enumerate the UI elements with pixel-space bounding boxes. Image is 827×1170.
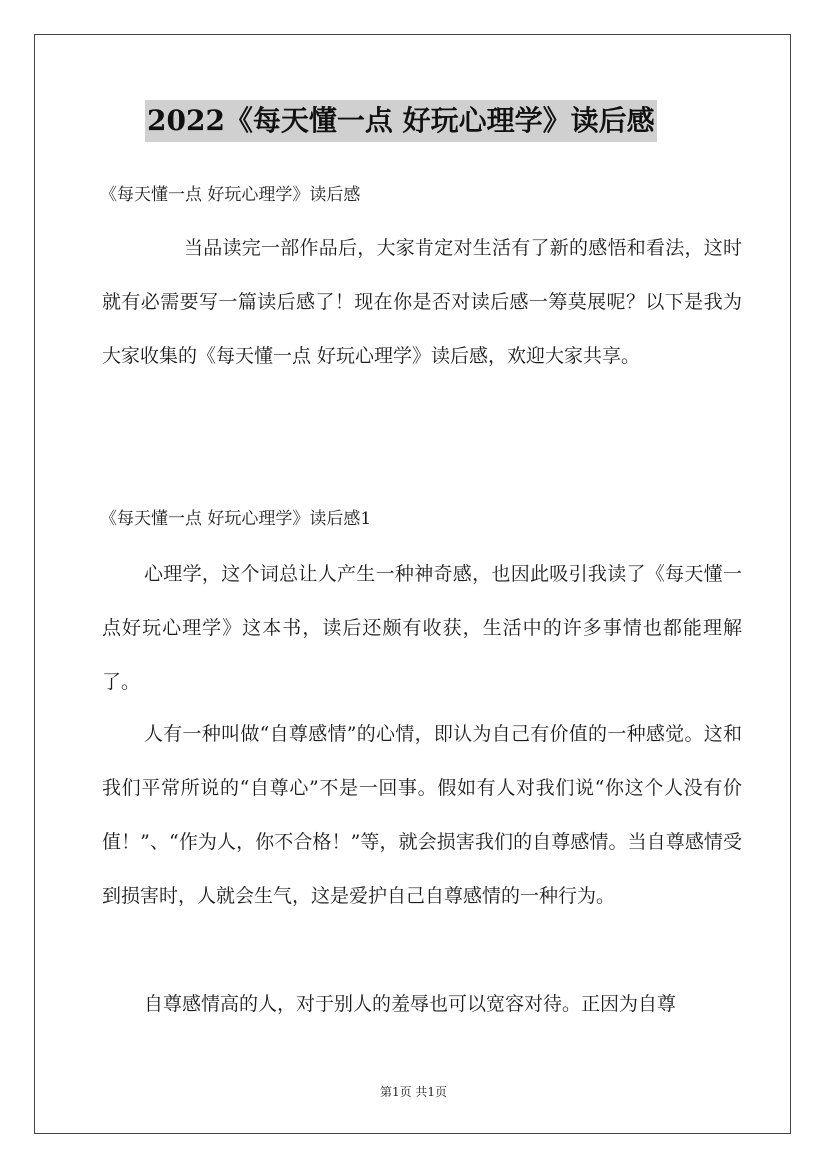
body-paragraph: 心理学，这个词总让人产生一种神奇感，也因此吸引我读了《每天懂一点好玩心理学》这本书，读后还颇有收获，生活中的许多事情也都能理解了。 [102, 563, 742, 693]
document-title: 2022《每天懂一点 好玩心理学》读后感 [145, 100, 657, 142]
page-number-footer: 第1页 共1页 [379, 1085, 448, 1099]
intro-paragraph: 当品读完一部作品后，大家肯定对生活有了新的感悟和看法，这时就有必需要写一篇读后感了！现在你是否对读后感一筹莫展呢？以下是我为大家收集的《每天懂一点 好玩心理学》读后感，欢迎大家共享。 [102, 237, 742, 367]
body-paragraph: 人有一种叫做“自尊感情”的心情，即认为自己有价值的一种感觉。这和我们平常所说的“自尊心”不是一回事。假如有人对我们说“你这个人没有价值！”、“作为人，你不合格！”等，就会损害我们的自尊感情。当自尊感情受到损害时，人就会生气，这是爱护自己自尊感情的一种行为。 [102, 723, 742, 907]
section-heading: 《每天懂一点 好玩心理学》读后感1 [100, 509, 372, 529]
body-paragraph: 自尊感情高的人，对于别人的羞辱也可以宽容对待。正因为自尊 [144, 993, 677, 1015]
document-subtitle: 《每天懂一点 好玩心理学》读后感 [100, 185, 361, 205]
